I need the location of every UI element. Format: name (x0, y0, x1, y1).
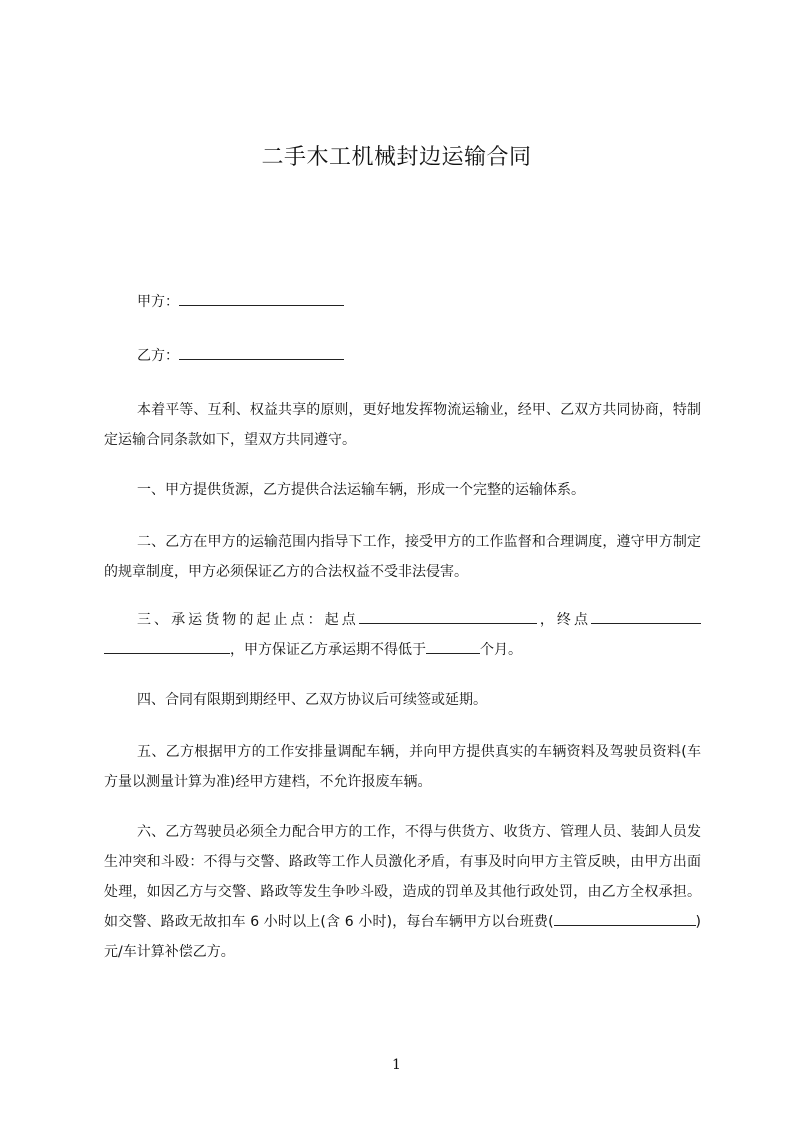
clause-6-part2: )元/车计算补偿乙方。 (104, 914, 701, 960)
clause-5: 五、乙方根据甲方的工作安排量调配车辆，并向甲方提供真实的车辆资料及驾驶员资料(车方量以测量计算为准)经甲方建档，不允许报废车辆。 (104, 744, 701, 790)
party-b-line (137, 345, 344, 366)
destination-blank-line2 (104, 639, 230, 654)
months-blank (426, 639, 480, 654)
clause-3-part4: 个月。 (480, 642, 522, 658)
destination-blank-line1 (591, 609, 701, 624)
party-b-label: 乙方： (137, 348, 179, 364)
clause-4: 四、合同有限期到期经甲、乙双方协议后可续签或延期。 (137, 692, 487, 708)
party-a-line (137, 291, 344, 312)
intro-paragraph: 本着平等、互利、权益共享的原则，更好地发挥物流运输业，经甲、乙双方共同协商，特制定运输合同条款如下，望双方共同遵守。 (104, 402, 701, 448)
clause-3-part1: 三、承运货物的起止点：起点 (137, 612, 359, 628)
party-a-blank (179, 291, 344, 306)
document-title: 二手木工机械封边运输合同 (261, 145, 532, 170)
clause-3-part3: ，甲方保证乙方承运期不得低于 (230, 642, 426, 658)
page-number: 1 (392, 1057, 401, 1073)
clause-6-part1: 六、乙方驾驶员必须全力配合甲方的工作，不得与供货方、收货方、管理人员、装卸人员发生冲突和斗殴：不得与交警、路政等工作人员激化矛盾，有事及时向甲方主管反映，由甲方出面处理，如因乙方与交警、路政等发生争吵斗殴，造成的罚单及其他行政处罚，由乙方全权承担。如交警、路政无故扣车 6 小时以上(含 6 小时)，每台车辆甲方以台班费( (104, 824, 701, 930)
clause-1: 一、甲方提供货源，乙方提供合法运输车辆，形成一个完整的运输体系。 (137, 482, 585, 498)
origin-blank (359, 609, 537, 624)
party-a-label: 甲方： (137, 294, 179, 310)
shift-fee-blank (554, 911, 696, 926)
party-b-blank (179, 345, 344, 360)
clause-3-part2: ，终点 (536, 612, 592, 628)
clause-3 (104, 605, 701, 665)
clause-2: 二、乙方在甲方的运输范围内指导下工作，接受甲方的工作监督和合理调度，遵守甲方制定的规章制度，甲方必须保证乙方的合法权益不受非法侵害。 (104, 534, 701, 580)
clause-6 (104, 817, 701, 967)
